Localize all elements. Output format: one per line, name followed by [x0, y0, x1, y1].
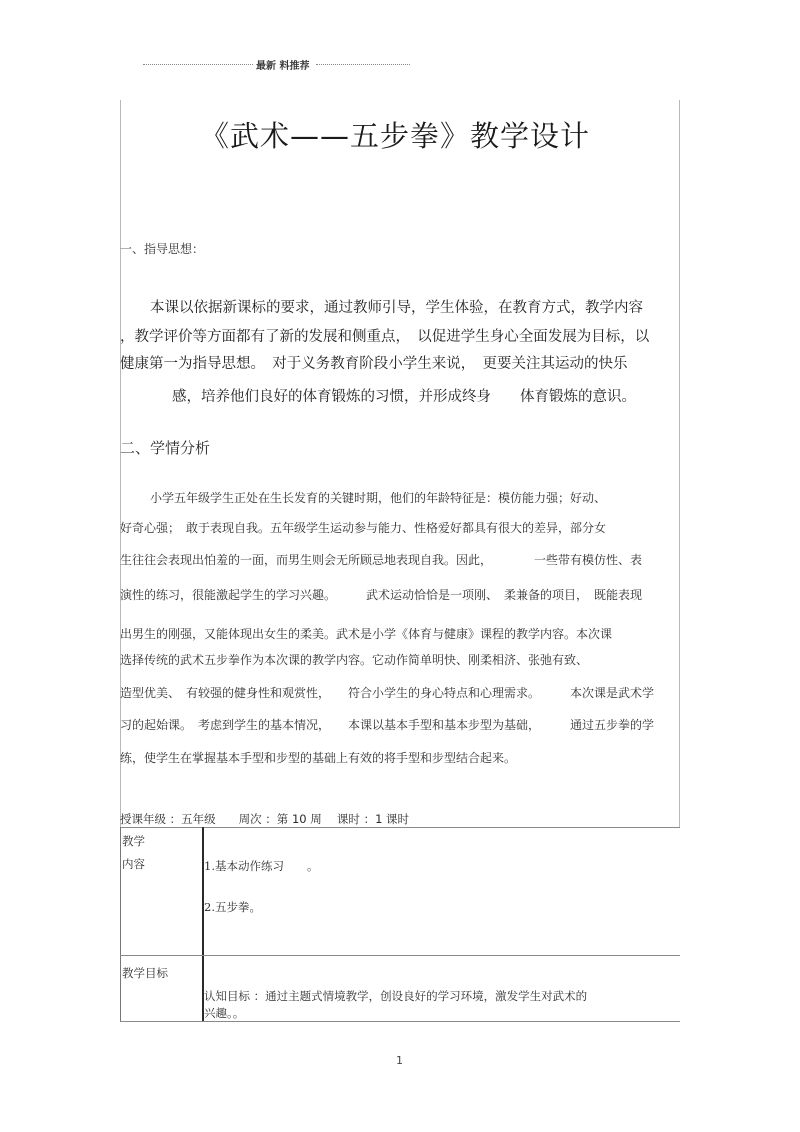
lesson-meta: 授课年级 ：五年级 周次 ：第 10 周 课时 ：1 课时: [120, 812, 410, 826]
table-row-divider: [120, 955, 680, 956]
table-bottom-border: [120, 1021, 680, 1022]
header-label: 最新 料推荐: [256, 61, 310, 72]
header-rule-left: [143, 64, 253, 65]
table-row1-label: 内容: [122, 857, 145, 871]
section2-heading: 二、学情分析: [120, 439, 211, 457]
table-row1-item: 1.基本动作练习 。: [204, 859, 319, 873]
section2-line: 造型优美、 有较强的健身性和观赏性， 符合小学生的身心特点和心理需求。 本次课是武术学: [120, 686, 655, 700]
section1-line: 本课以依据新课标的要求，通过教师引导，学生体验，在教育方式，教学内容: [150, 300, 643, 316]
section1-line: 感，培养他们良好的体育锻炼的习惯，并形成终身 体育锻炼的意识。: [172, 389, 636, 405]
section2-line: 生往往会表现出怕羞的一面，而男生则会无所顾忌地表现自我。因此， 一些带有模仿性、表: [120, 553, 643, 567]
table-row2-label: 教学目标: [122, 966, 168, 980]
section1-line: ，教学评价等方面都有了新的发展和侧重点， 以促进学生身心全面发展为目标，以: [120, 329, 650, 345]
section2-line: 练，使学生在掌握基本手型和步型的基础上有效的将手型和步型结合起来。: [120, 751, 517, 765]
table-top-border: [120, 827, 680, 828]
section2-line: 小学五年级学生正处在生长发育的关键时期，他们的年龄特征是：模仿能力强；好动、: [150, 491, 607, 505]
section2-line: 演性的练习，很能激起学生的学习兴趣。 武术运动恰恰是一项刚、 柔兼备的项目， 既能表现: [120, 588, 643, 602]
header-rule-right: [316, 64, 410, 65]
table-row2-text: 认知目标 ：通过主题式情境教学，创设良好的学习环境，激发学生对武术的: [204, 989, 588, 1003]
table-row1-item: 2.五步拳。: [204, 900, 261, 914]
page-number: 1: [396, 1054, 403, 1067]
section2-line: 习的起始课。 考虑到学生的基本情况， 本课以基本手型和基本步型为基础， 通过五步拳的学: [120, 718, 655, 732]
section2-line: 好奇心强； 敢于表现自我。五年级学生运动参与能力、性格爱好都具有很大的差异，部分女: [120, 521, 607, 535]
page-title: 《武术——五步拳》教学设计: [200, 119, 591, 153]
section1-heading: 一、指导思想：: [120, 242, 205, 256]
frame-right-border: [679, 100, 680, 828]
section1-line: 健康第一为指导思想。 对于义务教育阶段小学生来说， 更要关注其运动的快乐: [120, 356, 628, 372]
section2-line: 选择传统的武术五步拳作为本次课的教学内容。它动作简单明快、刚柔相济、张弛有致、: [120, 653, 589, 667]
table-row2-text: 兴趣。。: [204, 1006, 245, 1020]
section2-line: 出男生的刚强，又能体现出女生的柔美。武术是小学《体育与健康》课程的教学内容。本次课: [120, 627, 613, 641]
table-left-border: [120, 827, 121, 1022]
table-row1-label: 教学: [122, 834, 145, 848]
